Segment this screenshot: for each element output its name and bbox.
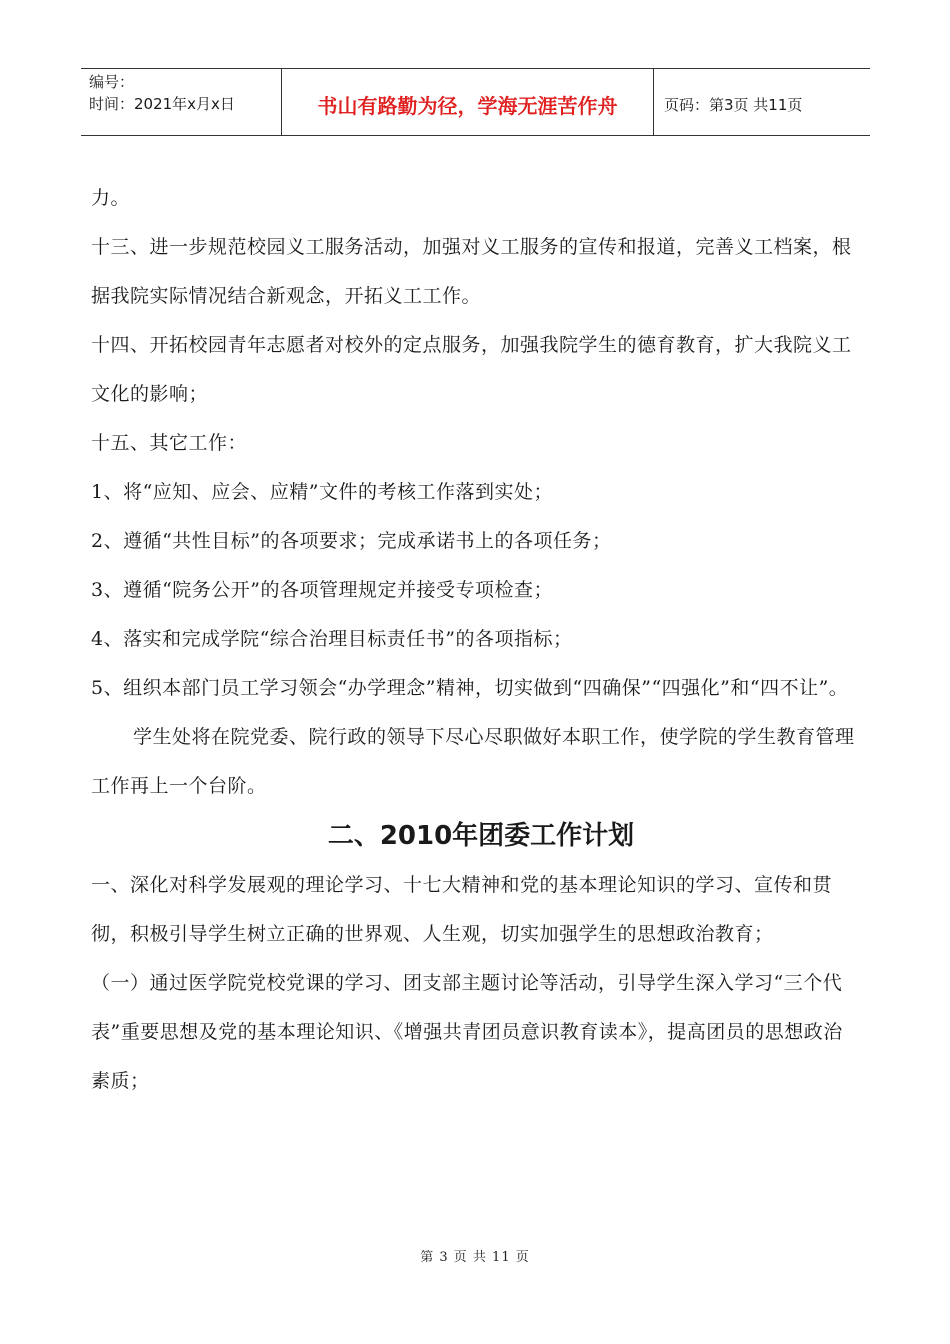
section-paragraph-2: （一）通过医学院党校党课的学习、团支部主题讨论等活动，引导学生深入学习“三个代表”重要思想及党的基本理论知识、《增强共青团员意识教育读本》，提高团员的思想政治素质；	[91, 972, 843, 1092]
paragraph-subitem-1: 1、将“应知、应会、应精”文件的考核工作落到实处；	[91, 481, 554, 503]
doc-number-label: 编号：	[89, 73, 135, 91]
header-page-cell	[654, 69, 870, 135]
paragraph-subitem-2: 2、遵循“共性目标”的各项要求；完成承诺书上的各项任务；	[91, 530, 612, 552]
header-motto-cell	[282, 69, 654, 135]
paragraph-item-13: 十三、进一步规范校园义工服务活动，加强对义工服务的宣传和报道，完善义工档案，根据我院实际情况结合新观念，开拓义工工作。	[91, 236, 852, 307]
paragraph-summary: 学生处将在院党委、院行政的领导下尽心尽职做好本职工作，使学院的学生教育管理工作再上一个台阶。	[91, 726, 855, 797]
header-motto: 书山有路勤为径，学海无涯苦作舟	[317, 93, 618, 118]
paragraph-item-15: 十五、其它工作：	[91, 432, 248, 454]
header-meta	[81, 69, 282, 135]
paragraph-item-14: 十四、开拓校园青年志愿者对校外的定点服务，加强我院学生的德育教育，扩大我院义工文化的影响；	[91, 334, 852, 405]
section-heading: 二、2010年团委工作计划	[327, 821, 635, 851]
section-paragraph-1: 一、深化对科学发展观的理论学习、十七大精神和党的基本理论知识的学习、宣传和贯彻，积极引导学生树立正确的世界观、人生观，切实加强学生的思想政治教育；	[91, 874, 833, 945]
doc-time-label: 时间：2021年x月x日	[89, 95, 235, 113]
document-body	[91, 174, 861, 1106]
header-page-info: 页码：第3页 共11页	[664, 95, 803, 114]
paragraph-subitem-4: 4、落实和完成学院“综合治理目标责任书”的各项指标；	[91, 628, 573, 650]
paragraph-subitem-5: 5、组织本部门员工学习领会“办学理念”精神，切实做到“四确保”“四强化”和“四不让”。	[91, 677, 849, 699]
paragraph-subitem-3: 3、遵循“院务公开”的各项管理规定并接受专项检查；	[91, 579, 554, 601]
paragraph-continuation: 力。	[91, 187, 131, 209]
page-header	[81, 68, 870, 136]
page-footer: 第 3 页 共 11 页	[420, 1250, 530, 1265]
